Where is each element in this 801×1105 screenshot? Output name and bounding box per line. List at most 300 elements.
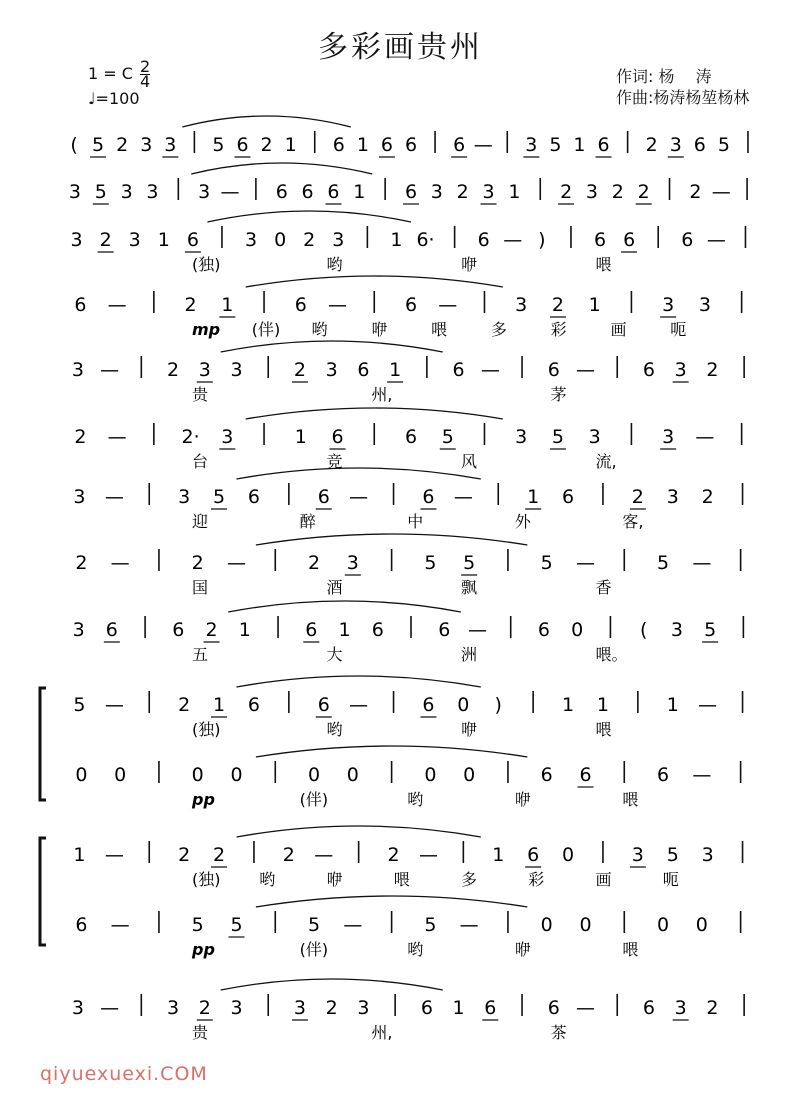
lyric-syllable: (独) (192, 720, 221, 739)
note: 3 (515, 294, 528, 316)
note: 5 (424, 552, 437, 574)
staff-system (73, 601, 744, 664)
note: 5 (717, 134, 730, 156)
note: 2 (637, 181, 650, 203)
lyric-syllable: 咿 (514, 940, 531, 959)
note: 3 (325, 359, 338, 381)
lyric-syllable: (伴) (299, 940, 329, 959)
note: 6 (301, 181, 314, 203)
note: 0 (540, 914, 553, 936)
lyric-syllable: 酒 (326, 578, 343, 597)
lyric-syllable: 喂 (595, 720, 612, 739)
dash-mark: — (576, 552, 595, 574)
dash-mark: — (695, 426, 715, 448)
note: 5 (94, 181, 107, 203)
note: 1 (666, 694, 679, 716)
system-bracket (40, 688, 46, 800)
dash-mark: — (459, 914, 479, 936)
note: 3 (178, 486, 191, 508)
note: 6 (317, 486, 330, 508)
note: ) (538, 229, 546, 251)
note: 6 (452, 359, 465, 381)
note: 6 (562, 486, 575, 508)
note: 0 (274, 229, 287, 251)
lyric-syllable: 喂 (622, 940, 639, 959)
note: 2 (205, 619, 218, 641)
note: 5 (704, 619, 717, 641)
note: 3 (430, 181, 443, 203)
lyric-syllable: 彩 (550, 320, 567, 339)
dash-mark: — (692, 552, 712, 574)
lyric-syllable: pp (192, 940, 215, 959)
lyric-syllable: 州, (371, 1023, 393, 1042)
note: 3 (128, 229, 141, 251)
dash-mark: — (328, 294, 348, 316)
tempo-label: =100 (95, 89, 140, 108)
note: 3 (698, 294, 711, 316)
note: 3 (332, 229, 345, 251)
note: 2 (74, 426, 87, 448)
lyric-syllable: mp (192, 320, 221, 339)
note: 2 (456, 181, 469, 203)
slur (191, 163, 372, 174)
note: 1 (356, 134, 369, 156)
slur (207, 211, 411, 222)
note: 2 (116, 134, 129, 156)
lyric-syllable: 洲 (461, 645, 478, 664)
lyric-syllable: 喂 (431, 320, 448, 339)
dash-mark: — (349, 486, 369, 508)
lyric-syllable: 彩 (528, 870, 545, 889)
note: 3 (701, 844, 714, 866)
note: 3 (585, 181, 599, 203)
note: 3 (68, 181, 81, 203)
note: 1 (221, 294, 234, 316)
note: 3 (662, 426, 675, 448)
note: 6 (247, 486, 260, 508)
note: 2 (166, 359, 180, 381)
note: 6 (453, 134, 466, 156)
note: 5 (308, 914, 321, 936)
note: 6 (332, 134, 345, 156)
note: 2· (181, 426, 200, 448)
slur (228, 601, 461, 612)
note: 6 (294, 294, 307, 316)
note: 2 (213, 844, 226, 866)
lyric-syllable: 咿 (461, 255, 478, 274)
note: 2 (303, 229, 316, 251)
note: 3 (244, 229, 258, 251)
note: 1 (390, 229, 403, 251)
lyric-syllable: 茅 (550, 385, 567, 404)
note: 2 (75, 552, 88, 574)
lyric-syllable: 咿 (371, 320, 388, 339)
dash-mark: — (110, 552, 130, 574)
dash-mark: — (343, 914, 363, 936)
note: 2 (260, 134, 273, 156)
note: 6 (422, 486, 435, 508)
lyric-syllable: (伴) (299, 790, 329, 809)
lyric-syllable: 哟 (407, 940, 424, 959)
note: 3 (666, 486, 679, 508)
note: 6 (247, 694, 260, 716)
note: 1 (452, 997, 465, 1019)
note: 1 (157, 229, 170, 251)
note: 5 (73, 694, 86, 716)
slur (237, 468, 481, 479)
note: 2 (184, 294, 197, 316)
note: 1 (562, 694, 575, 716)
note: 6 (404, 181, 418, 203)
note: 6 (420, 997, 433, 1019)
dash-mark: — (711, 181, 731, 203)
lyric-syllable: 多 (490, 320, 507, 339)
note: 2 (387, 844, 400, 866)
slur (237, 826, 481, 837)
staff-system (72, 979, 744, 1042)
note: 6 (74, 294, 87, 316)
note: 3 (70, 229, 83, 251)
note: 6 (540, 764, 553, 786)
note: 5 (540, 552, 553, 574)
note: 6 (484, 997, 497, 1019)
dash-mark: — (706, 229, 726, 251)
note: 3 (674, 359, 687, 381)
note: 2 (99, 229, 112, 251)
lyric-syllable: 喂 (595, 255, 612, 274)
note: 2 (689, 181, 702, 203)
note: 1 (573, 134, 586, 156)
slur (256, 534, 527, 545)
dash-mark: — (418, 844, 438, 866)
note: 5 (657, 552, 670, 574)
note: 3 (346, 552, 359, 574)
dash-mark: — (104, 844, 124, 866)
note: 1 (492, 844, 505, 866)
note: 5 (549, 134, 562, 156)
note: 2 (198, 997, 211, 1019)
note: 3 (71, 997, 84, 1019)
note: 0 (695, 914, 708, 936)
note: 0 (463, 764, 476, 786)
note: 3 (198, 359, 211, 381)
staff-system (72, 341, 744, 404)
lyric-syllable: 醉 (299, 512, 316, 531)
dash-mark: — (692, 764, 712, 786)
dash-mark: — (107, 294, 127, 316)
slur (237, 676, 481, 687)
note: 5 (213, 486, 226, 508)
slur (221, 979, 443, 990)
note: 6 (477, 229, 490, 251)
note: 3 (631, 844, 644, 866)
lyric-syllable: 贵 (192, 385, 209, 404)
staff-system (70, 211, 745, 274)
note: 2 (551, 294, 564, 316)
note: 2 (308, 552, 321, 574)
note: 6 (404, 294, 418, 316)
note: 0 (75, 764, 88, 786)
system-bracket (40, 838, 46, 945)
staff-system (75, 896, 740, 959)
note: 1 (284, 134, 297, 156)
lyric-syllable: (独) (192, 255, 221, 274)
note: 6 (275, 181, 288, 203)
slur (246, 408, 503, 419)
lyric-syllable: 中 (407, 512, 424, 531)
staff-system (73, 676, 742, 739)
note: 3 (669, 134, 682, 156)
dash-mark: — (467, 619, 487, 641)
note: 6 (527, 844, 540, 866)
note: 5 (551, 426, 564, 448)
note: 2 (706, 997, 719, 1019)
note: 3 (198, 181, 211, 203)
slur (221, 341, 443, 352)
note: 0 (346, 764, 359, 786)
note: 6 (438, 619, 451, 641)
note: 5 (463, 552, 476, 574)
note: 3 (164, 134, 177, 156)
lyric-syllable: 五 (192, 645, 209, 664)
staff-system (75, 746, 740, 809)
note: 2 (325, 997, 338, 1019)
note: 6 (357, 359, 370, 381)
note: 6 (105, 619, 118, 641)
lyric-syllable: 哟 (407, 790, 424, 809)
dash-mark: — (438, 294, 458, 316)
dash-mark: — (314, 844, 334, 866)
note: 2 (293, 359, 307, 381)
note: 3 (230, 997, 243, 1019)
dash-mark: — (104, 694, 124, 716)
note: 0 (571, 619, 584, 641)
lyric-syllable: 多 (461, 870, 478, 889)
note: 6 (75, 914, 88, 936)
slur (256, 896, 527, 907)
note: 3 (662, 294, 675, 316)
note: 3 (588, 426, 601, 448)
lyric-syllable: pp (192, 790, 215, 809)
note: 0 (424, 764, 437, 786)
composer-credit: 作曲:杨涛杨堃杨林 (616, 88, 750, 107)
note: 1 (238, 619, 251, 641)
note: 3 (120, 181, 133, 203)
lyric-syllable: 喂 (622, 790, 639, 809)
slur (246, 276, 503, 287)
lyric-syllable: 画 (595, 870, 612, 889)
lyric-syllable: 哟 (326, 255, 343, 274)
score-title: 多彩画贵州 (318, 30, 483, 65)
note: 6 (380, 134, 393, 156)
key-label: 1 = C (88, 64, 133, 83)
lyric-syllable: 飘 (461, 578, 478, 597)
lyric-syllable: 喂。 (595, 645, 628, 664)
note: 6 (186, 229, 199, 251)
note: 6 (642, 359, 656, 381)
dash-mark: — (473, 134, 493, 156)
note: 6 (579, 764, 592, 786)
dash-mark: — (576, 359, 595, 381)
note: 0 (657, 914, 670, 936)
note: 6 (547, 997, 560, 1019)
note: 0 (579, 914, 592, 936)
note: 0 (114, 764, 127, 786)
lyric-syllable: 哟 (326, 720, 343, 739)
dash-mark: — (107, 426, 127, 448)
note: 2 (178, 694, 191, 716)
note: 3 (140, 134, 153, 156)
lyric-syllable: 竞 (326, 452, 343, 471)
note: 6· (416, 229, 435, 251)
note: 3 (674, 997, 687, 1019)
note: 5 (230, 914, 243, 936)
note: 0 (562, 844, 575, 866)
note: 6 (404, 426, 418, 448)
note: 1 (596, 694, 609, 716)
lyric-syllable: 哟 (311, 320, 328, 339)
dash-mark: — (220, 181, 240, 203)
time-signature: $\frac{2}{4}$ (140, 57, 151, 91)
note: ( (639, 619, 648, 641)
note: 2 (191, 552, 204, 574)
note: 5 (666, 844, 679, 866)
note: 6 (317, 694, 330, 716)
lyric-syllable: 呃 (662, 870, 679, 889)
dash-mark: — (453, 486, 473, 508)
note: 6 (547, 359, 560, 381)
dash-mark: — (698, 694, 718, 716)
dash-mark: — (576, 997, 595, 1019)
dash-mark: — (110, 914, 130, 936)
lyric-syllable: 香 (595, 578, 612, 597)
lyric-syllable: 咿 (461, 720, 478, 739)
note: 6 (422, 694, 435, 716)
note: 5 (191, 914, 204, 936)
slur (182, 116, 350, 127)
dash-mark: — (349, 694, 369, 716)
lyric-syllable: 画 (610, 320, 627, 339)
lyric-syllable: 呃 (670, 320, 687, 339)
note: 1 (389, 359, 402, 381)
note: 6 (623, 229, 636, 251)
note: 0 (230, 764, 243, 786)
note: 2 (706, 359, 719, 381)
note: 6 (642, 997, 656, 1019)
dash-mark: — (104, 486, 124, 508)
note: 1 (213, 694, 226, 716)
lyric-syllable: 咿 (514, 790, 531, 809)
note: 2 (701, 486, 714, 508)
lyric-syllable: 国 (192, 578, 209, 597)
note: 6 (537, 619, 550, 641)
note: 6 (172, 619, 185, 641)
note: 1 (527, 486, 540, 508)
note: 5 (424, 914, 437, 936)
note: 6 (681, 229, 694, 251)
note: 2 (645, 134, 658, 156)
staff-system (69, 163, 747, 204)
note: 3 (293, 997, 307, 1019)
note: 2 (282, 844, 295, 866)
lyric-syllable: (独) (192, 870, 221, 889)
lyric-syllable: 大 (326, 645, 343, 664)
dash-mark: — (100, 359, 120, 381)
lyric-syllable: 风 (461, 452, 478, 471)
staff-system (74, 276, 741, 339)
lyric-syllable: 哟 (259, 870, 276, 889)
note: 0 (308, 764, 321, 786)
lyric-syllable: 外 (514, 512, 531, 531)
note: 3 (230, 359, 243, 381)
lyric-syllable: 喂 (393, 870, 410, 889)
note: ( (70, 134, 78, 156)
note: 1 (338, 619, 351, 641)
note: 6 (331, 426, 344, 448)
note: ) (494, 694, 502, 716)
lyric-syllable: 州, (371, 385, 393, 404)
note: 3 (515, 426, 528, 448)
staff-system (74, 408, 741, 471)
note: 3 (670, 619, 683, 641)
note: 3 (357, 997, 370, 1019)
watermark: qiyuexuexi.COM (40, 1063, 208, 1085)
note: 3 (221, 426, 234, 448)
note: 3 (73, 486, 86, 508)
staff-system (73, 468, 742, 531)
lyric-syllable: 台 (192, 452, 209, 471)
lyric-syllable: (伴) (251, 320, 281, 339)
staff-system (73, 826, 742, 889)
note: 3 (72, 619, 85, 641)
lyric-syllable: 迎 (192, 512, 209, 531)
lyric-syllable: 咿 (326, 870, 343, 889)
staff-system (75, 534, 740, 597)
dash-mark: — (503, 229, 523, 251)
note: 3 (146, 181, 159, 203)
note: 5 (212, 134, 225, 156)
note: 3 (71, 359, 84, 381)
note: 6 (327, 181, 340, 203)
staff-system (70, 116, 748, 157)
lyric-syllable: 客, (622, 512, 644, 531)
note: 6 (657, 764, 670, 786)
lyric-syllable: 贵 (192, 1023, 209, 1042)
note: 2 (631, 486, 644, 508)
dash-mark: — (100, 997, 120, 1019)
note: 2 (178, 844, 191, 866)
note: 2 (560, 181, 573, 203)
lyricist-credit: 作词: 杨 涛 (616, 67, 712, 86)
note: 3 (525, 134, 538, 156)
note: 0 (191, 764, 204, 786)
slur (256, 746, 527, 757)
note: 1 (508, 181, 521, 203)
note: 5 (441, 426, 454, 448)
lyric-syllable: 茶 (550, 1023, 567, 1042)
note: 5 (92, 134, 105, 156)
lyric-syllable: 流, (595, 452, 617, 471)
note: 0 (457, 694, 470, 716)
note: 3 (482, 181, 495, 203)
note: 6 (404, 134, 418, 156)
dash-mark: — (227, 552, 246, 574)
note: 1 (353, 181, 366, 203)
note: 1 (588, 294, 601, 316)
note: 6 (305, 619, 318, 641)
note: 6 (597, 134, 610, 156)
note: 2 (611, 181, 624, 203)
